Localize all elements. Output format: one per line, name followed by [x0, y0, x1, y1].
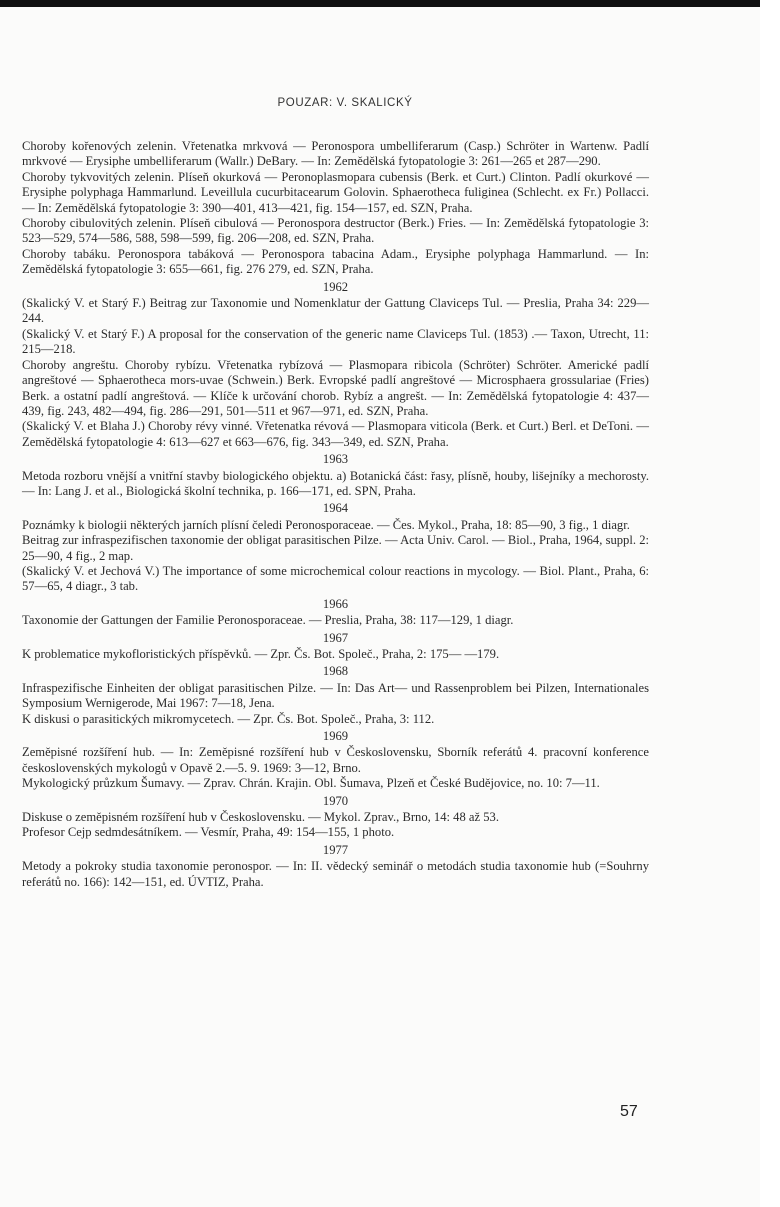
bibliography-entry: Metoda rozboru vnější a vnitřní stavby biologického objektu. a) Botanická část: řasy, plísně, houby, lišejníky a mechorosty. — In: Lang J. et al., Biologická školní technika, p. 166—171, ed. SPN, Praha. — [22, 468, 649, 498]
year-heading: 1962 — [322, 279, 349, 294]
page-number: 57 — [620, 1103, 638, 1120]
bibliography-entry: Diskuse o zeměpisném rozšíření hub v Československu. — Mykol. Zprav., Brno, 14: 48 až 53. — [22, 810, 499, 825]
year-heading: 1967 — [322, 630, 349, 645]
year-heading: 1964 — [322, 501, 349, 516]
year-heading: 1970 — [322, 793, 349, 808]
year-heading: 1968 — [322, 664, 349, 679]
page-margin — [760, 0, 780, 1207]
bibliography-entry: Choroby tabáku. Peronospora tabáková — Peronospora tabacina Adam., Erysiphe polyphaga Hammarlund. — In: Zemědělská fytopatologie 3: 655—661, fig. 276 279, ed. SZN, Praha. — [22, 246, 649, 277]
bibliography-entry: Choroby kořenových zelenin. Vřetenatka mrkvová — Peronospora umbelliferarum (Casp.) Schröter in Wartenw. Padlí mrkvové — Erysiphe umbelliferarum (Wallr.) DeBary. — In: Zemědělská fytopatologie 3: 261—265 et 287—290. — [22, 139, 649, 169]
running-header: POUZAR: V. SKALICKÝ — [277, 97, 413, 109]
bibliography-entry: Poznámky k biologii některých jarních plísní čeledi Peronosporaceae. — Čes. Mykol., Praha, 18: 85—90, 3 fig., 1 diagr. — [22, 517, 630, 532]
year-heading: 1969 — [322, 729, 349, 744]
bibliography-entry: Infraspezifische Einheiten der obligat parasitischen Pilze. — In: Das Art— und Rassenproblem bei Pilzen, Internationales Symposium Wernigerode, Mai 1967: 7—18, Jena. — [22, 680, 649, 711]
bibliography-entry: Zeměpisné rozšíření hub. — In: Zeměpisné rozšíření hub v Československu, Sborník referátů 4. pracovní konference československých mykologů v Opavě 2.—5. 9. 1969: 3—12, Brno. — [22, 745, 649, 775]
year-heading: 1966 — [322, 596, 349, 611]
bibliography-entry: Choroby angreštu. Choroby rybízu. Vřetenatka rybízová — Plasmopara ribicola (Schröter) Schröter. Americké padlí angreštové — Sphaerotheca mors-uvae (Schwein.) Berk. Evropské padlí angreštové — Microsphaera grossulariae (Fries) Berk. a ostatní padlí angreštová. — Klíče k určování chorob. Rybíz a angrešt. — In: Zemědělská fytopatologie 4: 437—439, fig. 243, 482—494, fig. 286—291, 501—511 et 967—971, ed. SZN, Praha. — [22, 357, 649, 418]
bibliography-entry: Profesor Cejp sedmdesátníkem. — Vesmír, Praha, 49: 154—155, 1 photo. — [22, 825, 395, 840]
bibliography-entry: Mykologický průzkum Šumavy. — Zprav. Chrán. Krajin. Obl. Šumava, Plzeň et České Budějovice, no. 10: 7—11. — [22, 776, 600, 791]
bibliography-entry: (Skalický V. et Blaha J.) Choroby révy vinné. Vřetenatka révová — Plasmopara viticola (Berk. et Curt.) Berl. et DeToni. — Zemědělská fytopatologie 4: 613—627 et 663—676, fig. 343—349, ed. SZN, Praha. — [22, 419, 649, 449]
year-heading: 1963 — [322, 452, 349, 467]
bibliography-entry: Choroby tykvovitých zelenin. Plíseň okurková — Peronoplasmopara cubensis (Berk. et Curt.) Clinton. Padlí okurkové — Erysiphe polyphaga Hammarlund. Leveillula cucurbitacearum Golovin. Sphaerotheca fuliginea (Schlecht. ex Fr.) Pollacci. — In: Zemědělská fytopatologie 3: 390—401, 413—421, fig. 154—157, ed. SZN, Praha. — [22, 169, 649, 215]
bibliography-entry: K problematice mykofloristických příspěvků. — Zpr. Čs. Bot. Společ., Praha, 2: 175— —179. — [22, 647, 500, 661]
bibliography-list — [22, 139, 649, 890]
bibliography-entry: (Skalický V. et Jechová V.) The importance of some microchemical colour reactions in mycology. — Biol. Plant., Praha, 6: 57—65, 4 diagr., 3 tab. — [22, 563, 649, 594]
bibliography-entry: (Skalický V. et Starý F.) A proposal for the conservation of the generic name Claviceps Tul. (1853) .— Taxon, Utrecht, 11: 215—218. — [22, 326, 649, 357]
bibliography-entry: Choroby cibulovitých zelenin. Plíseň cibulová — Peronospora destructor (Berk.) Fries. — In: Zemědělská fytopatologie 3: 523—529, 574—586, 588, 598—599, fig. 206—208, ed. SZN, Praha. — [22, 216, 649, 246]
bibliography-entry: Metody a pokroky studia taxonomie peronospor. — In: II. vědecký seminář o metodách studia taxonomie hub (=Souhrny referátů no. 166): 142—151, ed. ÚVTIZ, Praha. — [22, 859, 649, 889]
bibliography-entry: Beitrag zur infraspezifischen taxonomie der obligat parasitischen Pilze. — Acta Univ. Carol. — Biol., Praha, 1964, suppl. 2: 25—90, 4 fig., 2 map. — [22, 533, 649, 563]
year-heading: 1977 — [322, 842, 349, 857]
bibliography-entry: K diskusi o parasitických mikromycetech. — Zpr. Čs. Bot. Společ., Praha, 3: 112. — [22, 711, 435, 726]
bibliography-entry: (Skalický V. et Starý F.) Beitrag zur Taxonomie und Nomenklatur der Gattung Claviceps Tul. — Preslia, Praha 34: 229—244. — [22, 296, 649, 326]
bibliography-entry: Taxonomie der Gattungen der Familie Peronosporaceae. — Preslia, Praha, 38: 117—129, 1 diagr. — [22, 613, 514, 628]
